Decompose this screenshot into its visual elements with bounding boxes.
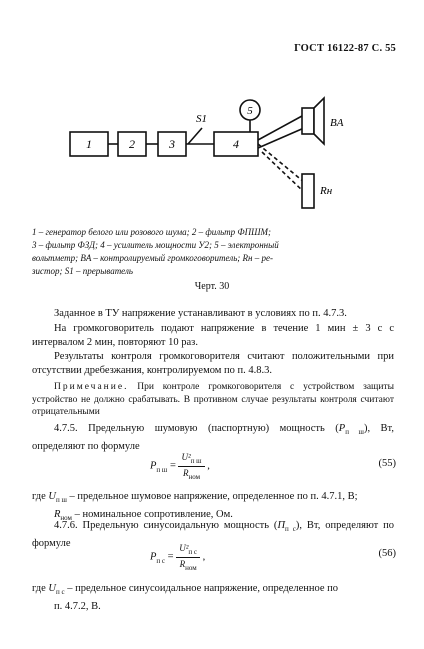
where-line-1: где $U_{п ш}$ – предельное шумовое напряжение, определенное по п. 4.7.1, В; (32, 491, 358, 505)
meter-label: 5 (247, 105, 253, 117)
block-2-label: 2 (129, 137, 135, 151)
where-476-line-1: где $U_{п с}$ – предельное синусоидальное напряжение, определенное по (32, 583, 338, 597)
paragraph-3: Результаты контроля громкоговорителя считают положительными при отсутствии дребезжания, контролируемом по п. 4.8.3. (32, 351, 394, 376)
caption-line-3: вольтметр; BA – контролируемый громкоговоритель; Rн – ре- (32, 253, 274, 263)
speaker-body (302, 108, 314, 134)
speaker-cone (314, 98, 324, 144)
equation-number-56: (56) (378, 548, 396, 559)
note-text: При контроле громкоговорителя с устройством защиты устройство не должно срабатывать. В противном случае результаты контроля считают отрицательными (32, 382, 394, 417)
caption-line-4: зистор; S1 – прерыватель (32, 266, 133, 276)
note (32, 381, 394, 419)
caption-line-2: 3 – фильтр ФЗД; 4 – усилитель мощности У2; 5 – электронный (32, 240, 279, 250)
resistor-label: Rн (320, 185, 333, 197)
where-4-7-6 (32, 582, 394, 613)
figure-caption (32, 226, 388, 278)
where-line-2: $R_{ном}$ – номинальное сопротивление, Ом. (54, 508, 233, 522)
block-4-label: 4 (233, 137, 239, 151)
caption-line-1: 1 – генератор белого или розового шума; 2 – фильтр ФПШМ; (32, 227, 272, 237)
section-4-7-5: 4.7.5. Предельную шумовую (паспортную) мощность $(P_{п ш})$, Вт, определяют по формуле (32, 423, 394, 452)
switch-label: S1 (196, 113, 207, 125)
formula-56: $P_{п с}$ = $\frac{U^2_{п с}}{R_{ном}}$ , (150, 543, 206, 572)
paragraph-2: На громкоговоритель подают напряжение в течение 1 мин ± 3 с с интервалом 2 мин, повторяют 10 раз. (32, 323, 394, 348)
block-1-label: 1 (86, 137, 92, 151)
page-header: ГОСТ 16122-87 С. 55 (294, 43, 396, 54)
figure-title: Черт. 30 (194, 281, 230, 292)
speaker-label: BA (330, 117, 344, 129)
section-4-7-6: 4.7.6. Предельную синусоидальную мощность $(П_{п с})$, Вт, определяют по формуле (32, 520, 394, 549)
formula-55: $P_{п ш}$ = $\frac{U^2_{п ш}}{R_{ном}}$ , (150, 452, 210, 481)
circuit-diagram (0, 0, 424, 240)
block-3-label: 3 (169, 137, 175, 151)
paragraph-1: Заданное в ТУ напряжение устанавливают в условиях по п. 4.7.3. (54, 308, 347, 319)
resistor (302, 174, 314, 208)
switch-s1 (188, 128, 202, 144)
equation-number-55: (55) (378, 458, 396, 469)
note-label: Примечание. (54, 382, 129, 392)
where-476-line-2: п. 4.7.2, В. (54, 600, 101, 612)
